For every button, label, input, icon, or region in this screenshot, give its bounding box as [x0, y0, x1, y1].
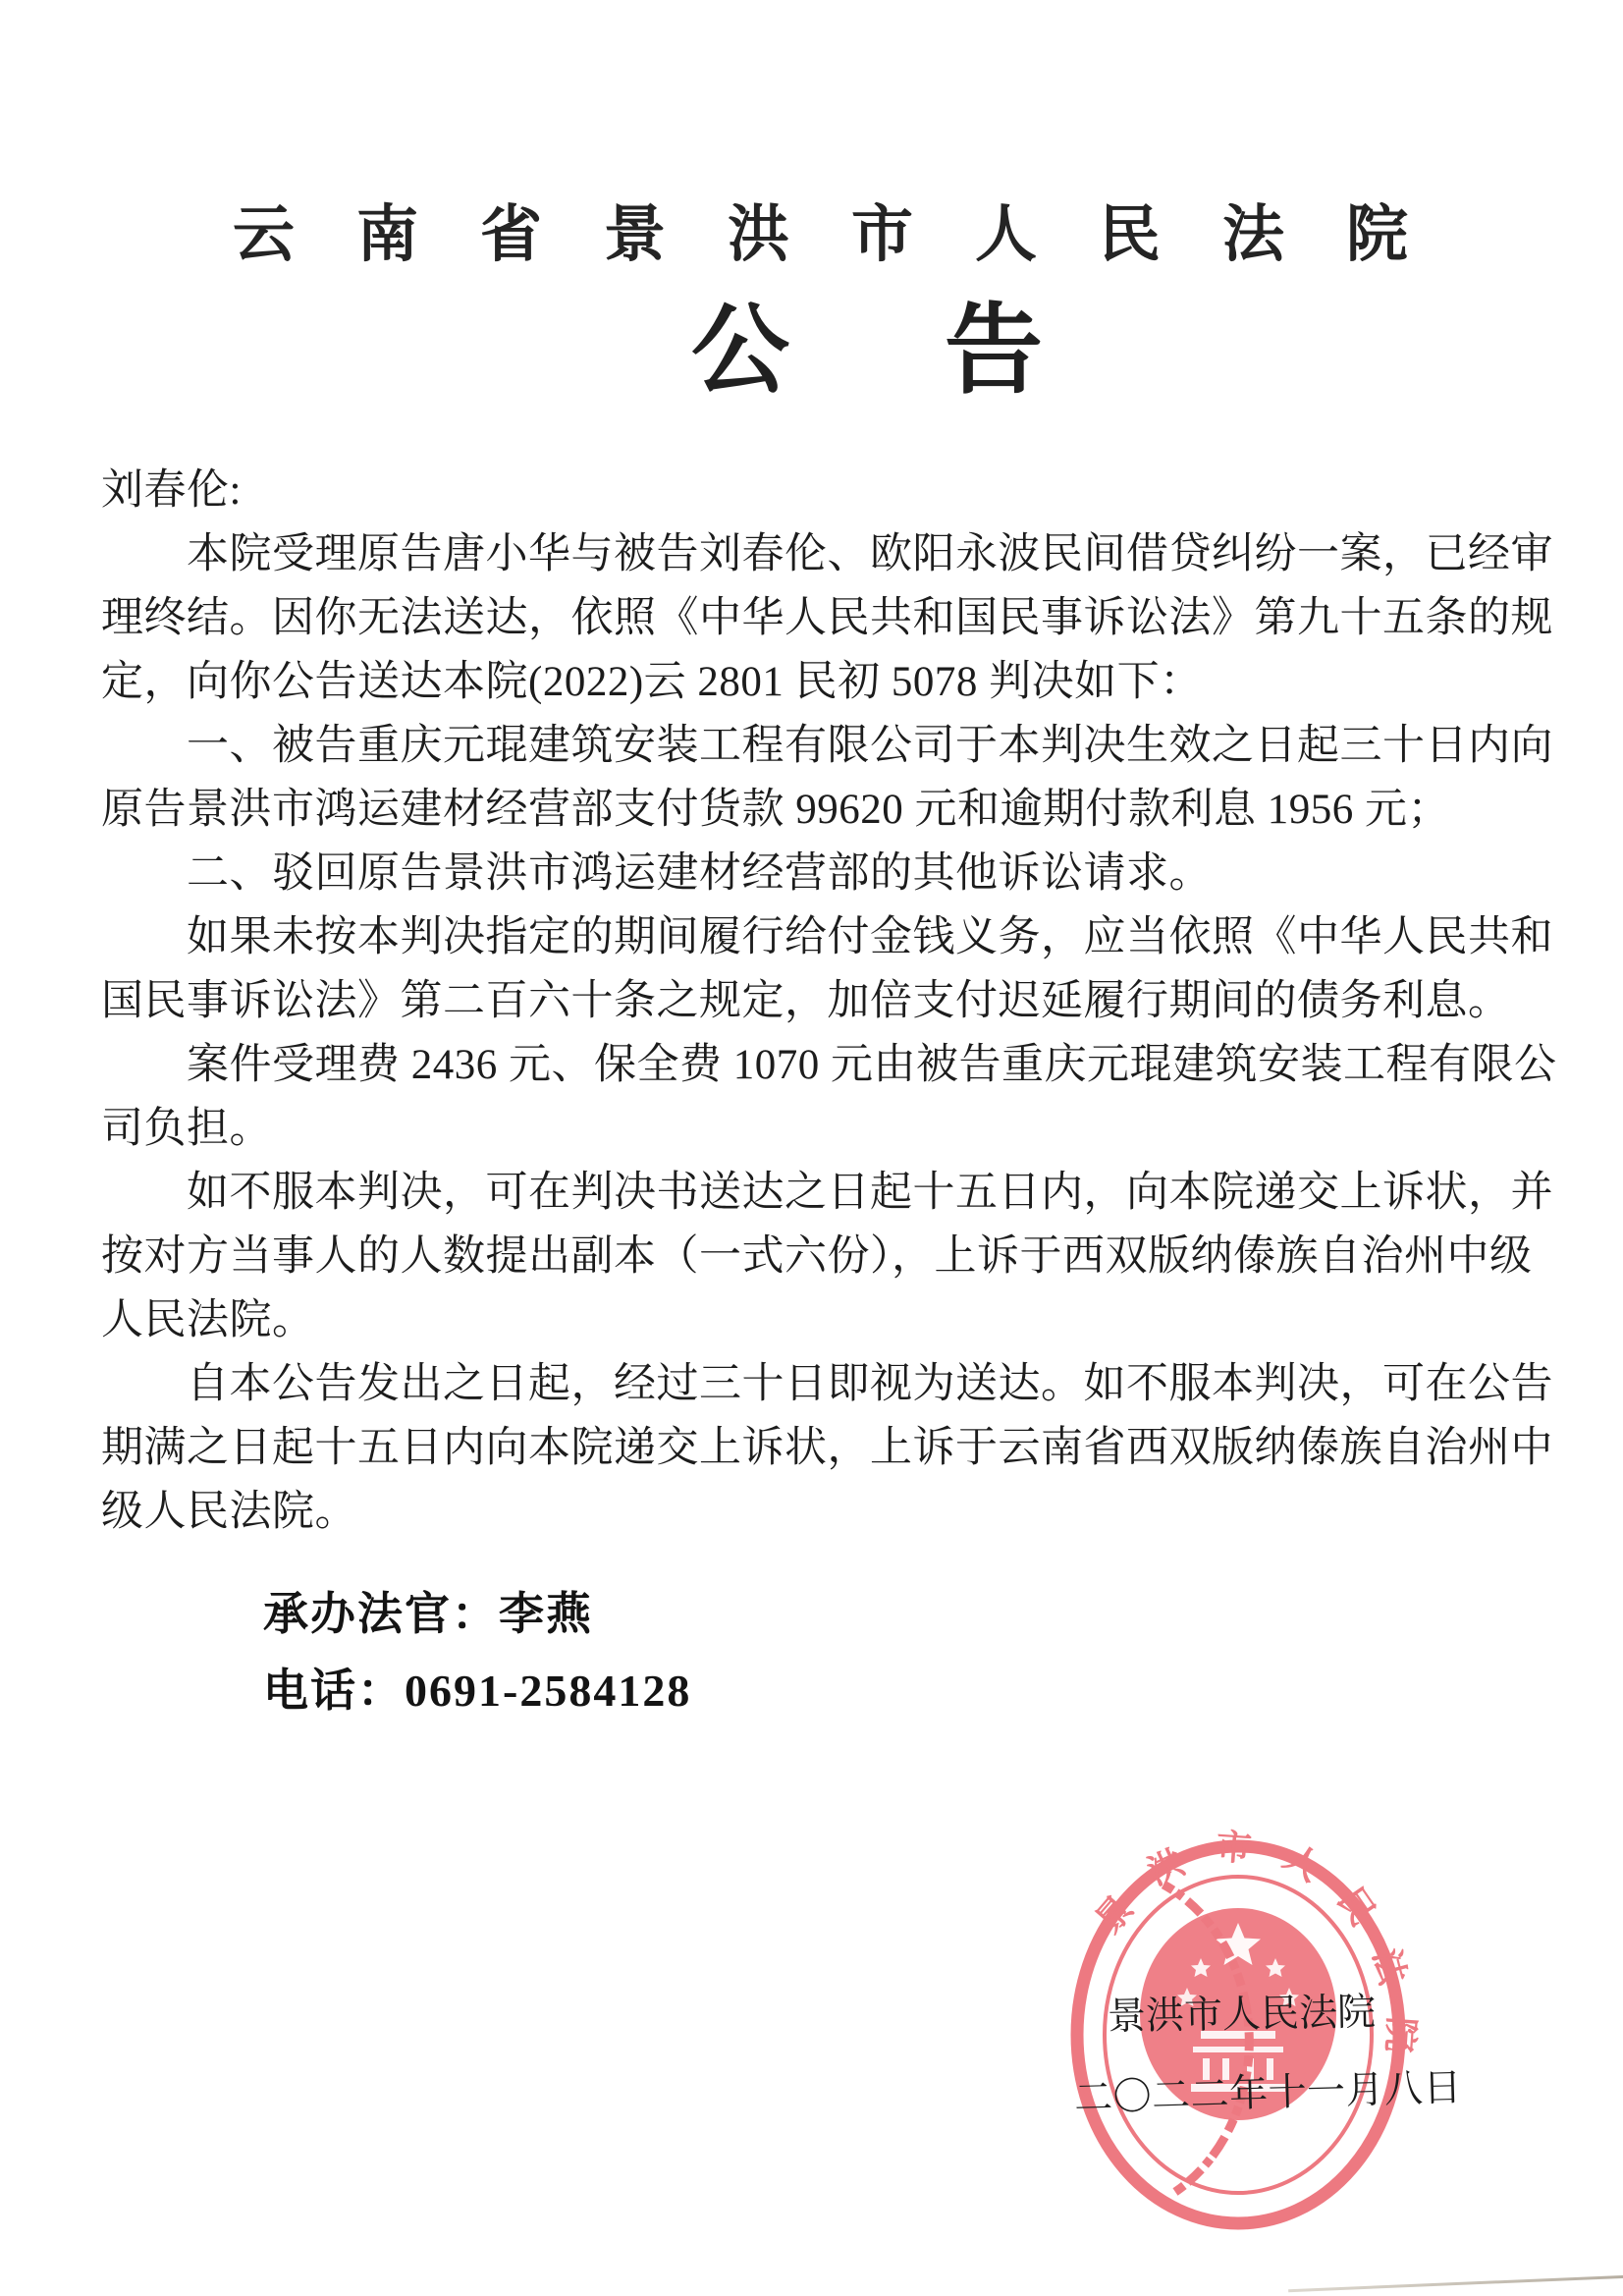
body-line: 自本公告发出之日起，经过三十日即视为送达。如不服本判决，可在公告: [101, 1361, 1553, 1407]
body-line: 案件受理费 2436 元、保全费 1070 元由被告重庆元琨建筑安装工程有限公: [101, 1042, 1557, 1088]
signature-block: [263, 1576, 691, 1729]
body-line: 国民事诉讼法》第二百六十条之规定，加倍支付迟延履行期间的债务利息。: [101, 978, 1511, 1024]
announcement-body: [101, 459, 1557, 1544]
body-line: 级人民法院。: [101, 1489, 357, 1535]
body-line: 如果未按本判决指定的期间履行给付金钱义务，应当依照《中华人民共和: [101, 914, 1553, 960]
seal-overlay-court-name: 景洪市人民法院: [1107, 1991, 1377, 2039]
judge-line: 承办法官：李燕: [263, 1589, 593, 1639]
body-line: 如不服本判决，可在判决书送达之日起十五日内，向本院递交上诉状，并: [101, 1170, 1553, 1216]
body-line: 按对方当事人的人数提出副本（一式六份），上诉于西双版纳傣族自治州中级: [101, 1233, 1533, 1280]
body-line: 二、驳回原告景洪市鸿运建材经营部的其他诉讼请求。: [101, 850, 1212, 897]
recipient-line: 刘春伦:: [101, 467, 242, 514]
body-line: 定，向你公告送达本院(2022)云 2801 民初 5078 判决如下：: [101, 659, 1203, 705]
phone-line: 电话：0691-2584128: [263, 1666, 692, 1716]
body-line: 理终结。因你无法送达，依照《中华人民共和国民事诉讼法》第九十五条的规: [101, 595, 1553, 641]
scan-edge-artifact: [1288, 2275, 1623, 2292]
body-line: 司负担。: [101, 1106, 272, 1152]
seal-ring-text: 景洪市人民法院: [1088, 1827, 1422, 2084]
document-type-title: 公告: [691, 297, 1198, 406]
court-name-title: 云南省景洪市人民法院: [233, 200, 1470, 269]
body-line: 原告景洪市鸿运建材经营部支付货款 99620 元和逾期付款利息 1956 元；: [101, 787, 1450, 833]
body-line: 期满之日起十五日内向本院递交上诉状，上诉于云南省西双版纳傣族自治州中: [101, 1425, 1553, 1471]
body-line: 一、被告重庆元琨建筑安装工程有限公司于本判决生效之日起三十日内向: [101, 723, 1553, 769]
seal-overlay-date: 二〇二二年十一月八日: [1073, 2066, 1463, 2120]
body-line: 本院受理原告唐小华与被告刘春伦、欧阳永波民间借贷纠纷一案，已经审: [101, 531, 1553, 577]
body-line: 人民法院。: [101, 1297, 315, 1343]
